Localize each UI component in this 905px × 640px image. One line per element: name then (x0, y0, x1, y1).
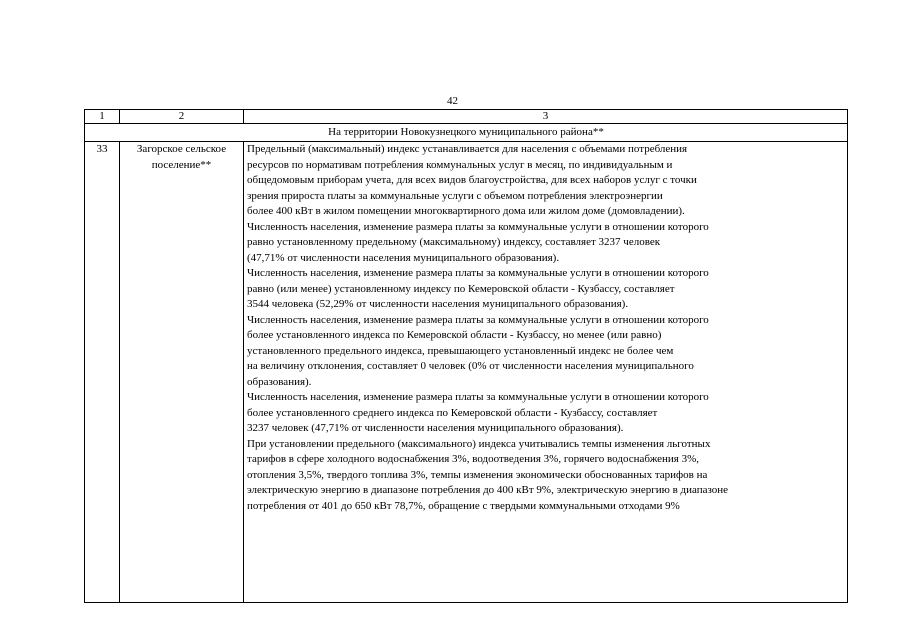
description-line: более установленного индекса по Кемеровской области - Кузбассу, но менее (или равно) (247, 329, 662, 341)
description-line: Предельный (максимальный) индекс устанавливается для населения с объемами потребления (247, 143, 688, 155)
description-line: Численность населения, изменение размера платы за коммунальные услуги в отношении которого (247, 313, 709, 326)
description-line: равно (или менее) установленному индексу по Кемеровской области - Кузбассу, составляет (247, 282, 675, 295)
column-header-1: 1 (85, 110, 120, 124)
description-line: Численность населения, изменение размера платы за коммунальные услуги в отношении которого (247, 391, 709, 403)
index-table (84, 109, 848, 603)
description-line: на величину отклонения, составляет 0 человек (0% от численности населения муниципального (247, 360, 694, 372)
description-line: отопления 3,5%, твердого топлива 3%, темпы изменения экономически обоснованных тарифов на (247, 468, 708, 481)
table-header-row (85, 110, 848, 124)
municipality-name-line: Загорское сельское (136, 143, 227, 155)
municipality-name (120, 142, 244, 603)
description-line: тарифов в сфере холодного водоснабжения 3%, водоотведения 3%, горячего водоснабжения 3%, (247, 453, 700, 465)
description-line: образования). (247, 375, 312, 388)
row-number: 33 (85, 142, 120, 603)
description-line: ресурсов по нормативам потребления коммунальных услуг в месяц, по индивидуальным и (247, 158, 673, 171)
description-line: потребления от 401 до 650 кВт 78,7%, обращение с твердыми коммунальными отходами 9% (247, 499, 680, 512)
description-line: равно установленному предельному (максимальному) индексу, составляет 3237 человек (247, 236, 661, 248)
description-line: более установленного среднего индекса по Кемеровской области - Кузбассу, составляет (247, 406, 658, 419)
row-description (244, 142, 848, 603)
section-title: На территории Новокузнецкого муниципального района** (85, 124, 848, 142)
description-line: Численность населения, изменение размера платы за коммунальные услуги в отношении которого (247, 220, 709, 233)
description-line: Численность населения, изменение размера платы за коммунальные услуги в отношении которого (247, 267, 709, 279)
section-row (85, 124, 848, 142)
description-line: более 400 кВт в жилом помещении многоквартирного дома или жилом доме (домовладении). (247, 205, 685, 217)
description-line: электрическую энергию в диапазоне потребления до 400 кВт 9%, электрическую энергию в диапазоне (247, 484, 729, 496)
page-number: 42 (447, 95, 458, 107)
table-row (85, 142, 848, 603)
description-line: 3237 человек (47,71% от численности населения муниципального образования). (247, 422, 624, 434)
description-line: зрения прироста платы за коммунальные услуги с объемом потребления электроэнергии (247, 189, 663, 202)
municipality-name-line: поселение** (151, 158, 212, 171)
description-line: При установлении предельного (максимального) индекса учитывались темпы изменения льготных (247, 437, 711, 450)
description-line: 3544 человека (52,29% от численности населения муниципального образования). (247, 298, 629, 310)
description-line: установленного предельного индекса, превышающего установленный индекс не более чем (247, 344, 674, 357)
column-header-2: 2 (120, 110, 244, 124)
description-line: (47,71% от численности населения муниципального образования). (247, 251, 560, 264)
column-header-3: 3 (244, 110, 848, 124)
description-line: общедомовым приборам учета, для всех видов благоустройства, для всех наборов услуг с точки (247, 174, 697, 186)
